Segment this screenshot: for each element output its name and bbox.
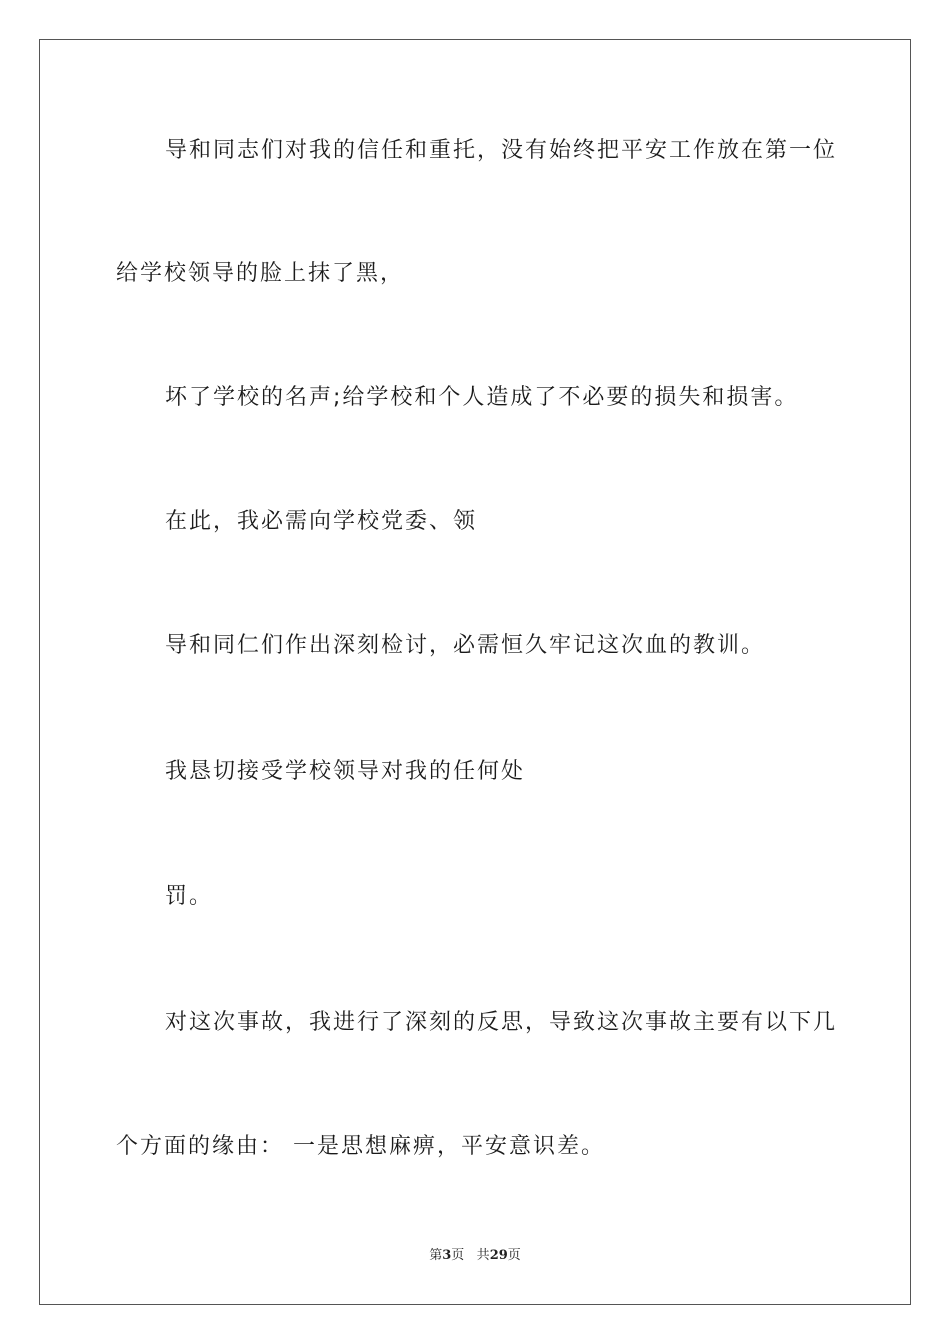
text-line-8: 对这次事故，我进行了深刻的反思，导致这次事故主要有以下几	[165, 1010, 838, 1035]
page-footer	[0, 1247, 950, 1265]
footer-total-pages: 29	[489, 1248, 508, 1263]
text-line-3: 坏了学校的名声;给学校和个人造成了不必要的损失和损害。	[165, 385, 799, 410]
footer-total-suffix: 页	[507, 1248, 521, 1263]
footer-page-number: 3	[442, 1248, 452, 1263]
text-line-2: 给学校领导的脸上抹了黑，	[116, 261, 405, 286]
footer-page-suffix: 页	[451, 1248, 465, 1263]
footer-page-prefix: 第	[429, 1248, 443, 1263]
text-line-6: 我恳切接受学校领导对我的任何处	[165, 759, 526, 784]
text-line-4: 在此，我必需向学校党委、领	[165, 509, 478, 534]
text-line-1: 导和同志们对我的信任和重托，没有始终把平安工作放在第一位	[165, 138, 838, 163]
text-line-9: 个方面的缘由： 一是思想麻痹，平安意识差。	[116, 1134, 605, 1159]
footer-total-prefix: 共	[476, 1248, 490, 1263]
text-line-5: 导和同仁们作出深刻检讨，必需恒久牢记这次血的教训。	[165, 633, 766, 658]
text-line-7: 罚。	[165, 884, 214, 909]
page-frame	[39, 39, 911, 1305]
